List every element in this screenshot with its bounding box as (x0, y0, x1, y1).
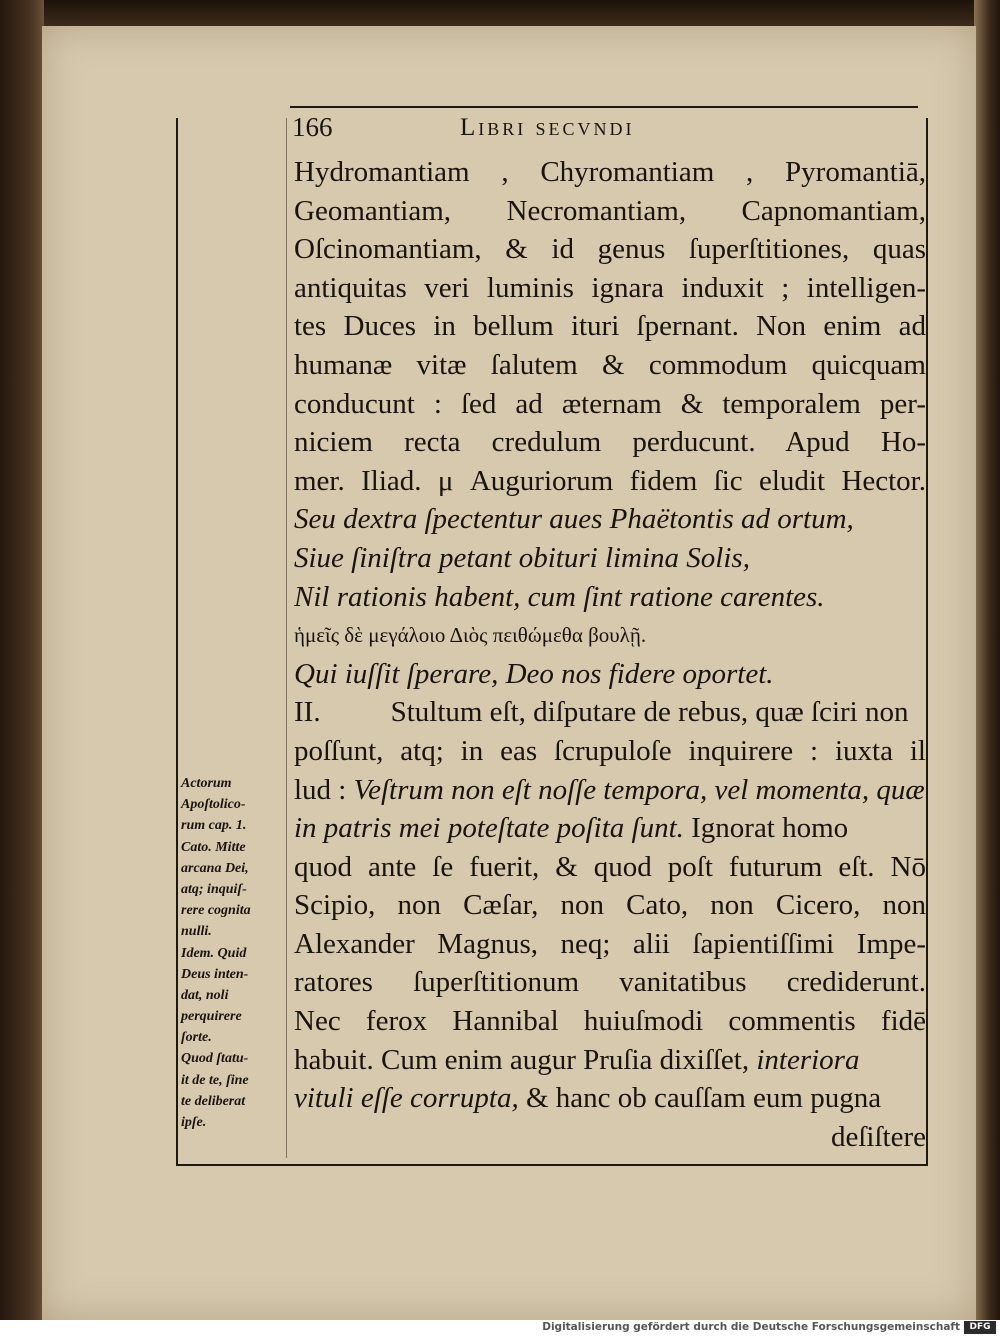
page-number: 166 (292, 112, 333, 142)
text-line: conducunt : ſed ad æternam & temporalem per- (294, 387, 926, 420)
text-line: tes Duces in bellum ituri ſpernant. Non enim ad (294, 310, 926, 343)
marginal-note-line: dat, noli (181, 987, 229, 1003)
digitization-footer (0, 1320, 1000, 1336)
text-segment: lud : (294, 773, 354, 806)
italic-quote: vituli eſſe corrupta, (294, 1082, 519, 1115)
text-line: antiquitas veri luminis ignara induxit ; intelligen- (294, 271, 926, 304)
bottom-frame-rule (176, 1164, 928, 1166)
marginal-note-line: Deus inten- (181, 966, 249, 982)
text-line (294, 1079, 926, 1118)
text-line: Geomantiam, Necromantiam, Capnomantiam, (294, 194, 926, 227)
marginal-notes (181, 773, 287, 1133)
text-line (294, 809, 926, 848)
running-title: Libri secvndi (460, 114, 635, 141)
italic-quote: in patris mei poteſtate poſita ſunt. (294, 812, 684, 845)
italic-quote: Veſtrum non eſt noſſe tempora, vel momenta, quæ (353, 773, 925, 806)
marginal-note-line: ſorte. (181, 1030, 212, 1046)
marginal-note-line: Idem. Quid (181, 945, 247, 961)
text-segment: Ignorat homo (683, 812, 849, 845)
text-line: Alexander Magnus, neq; alii ſapientiſſimi Impe- (294, 927, 926, 960)
marginal-note-line: rum cap. 1. (181, 818, 247, 834)
dfg-logo: DFG (964, 1321, 996, 1334)
right-frame-rule (926, 118, 928, 1166)
marginal-note-line: Actorum (181, 776, 232, 791)
verse-line: Siue ſiniſtra petant obituri limina Solis, (294, 541, 750, 574)
verse-line: Qui iuſſit ſperare, Deo nos fidere oportet. (294, 657, 774, 690)
book-top-edge (0, 0, 1000, 28)
greek-quote-line: ἡμεῖς δὲ μεγάλοιο Διὸς πειθώμεθα βουλῇ. (294, 623, 647, 648)
text-line: mer. Iliad. μ Auguriorum fidem ſic eludit Hector. (294, 464, 926, 497)
page-header (292, 112, 932, 148)
text-line (294, 771, 926, 810)
text-line: Nec ferox Hannibal huiuſmodi commentis fidē (294, 1005, 926, 1038)
marginal-note-line: ipſe. (181, 1115, 207, 1130)
marginal-note-line: Apoſtolico- (181, 797, 246, 813)
text-line: ratores ſuperſtitionum vanitatibus crediderunt. (294, 966, 926, 999)
marginal-note-line: it de te, ſine (181, 1072, 249, 1088)
paragraph-number: II. (294, 696, 321, 729)
marginal-note-line: arcana Dei, (181, 860, 249, 876)
catchword: deſiſtere (830, 1120, 926, 1153)
marginal-note-line: Quod ſtatu- (181, 1051, 249, 1067)
verse-line: Nil rationis habent, cum ſint ratione carentes. (294, 580, 825, 613)
marginal-note-line: rere cognita (181, 903, 251, 919)
book-left-edge (0, 0, 44, 1320)
italic-quote: interiora (756, 1043, 860, 1076)
marginal-note-line: Cato. Mitte (181, 839, 246, 855)
marginal-note-line: perquirere (181, 1009, 242, 1025)
text-segment: habuit. Cum enim augur Pruſia dixiſſet, (294, 1043, 757, 1076)
text-line: Hydromantiam , Chyromantiam , Pyromantiā, (294, 156, 926, 188)
text-line: niciem recta credulum perducunt. Apud Ho- (294, 426, 926, 459)
left-frame-rule (176, 118, 178, 1166)
book-right-edge (974, 0, 1000, 1320)
text-line: quod ante ſe fuerit, & quod poſt futurum eſt. Nō (294, 850, 926, 883)
text-line: Scipio, non Cæſar, non Cato, non Cicero, non (294, 889, 926, 922)
text-line (294, 1041, 926, 1080)
header-rule (290, 106, 918, 108)
verse-line: Seu dextra ſpectentur aues Phaëtontis ad ortum, (294, 503, 854, 536)
text-line: Oſcinomantiam, & id genus ſuperſtitiones, quas (294, 233, 926, 266)
marginal-note-line: te deliberat (181, 1093, 246, 1109)
marginal-note-line: atq; inquiſ- (181, 881, 247, 897)
paragraph-text: Stultum eſt, diſputare de rebus, quæ ſciri non (390, 696, 909, 729)
funding-credit: Digitalisierung gefördert durch die Deutsche Forschungsgemeinschaft (542, 1321, 960, 1333)
text-line: poſſunt, atq; in eas ſcrupuloſe inquirere : iuxta il (294, 734, 926, 767)
marginal-note-line: nulli. (181, 924, 212, 940)
text-segment: & hanc ob cauſſam eum pugna (518, 1082, 882, 1115)
main-text (294, 153, 926, 1156)
paragraph-start-line (294, 693, 926, 732)
text-line: humanæ vitæ ſalutem & commodum quicquam (294, 348, 926, 381)
